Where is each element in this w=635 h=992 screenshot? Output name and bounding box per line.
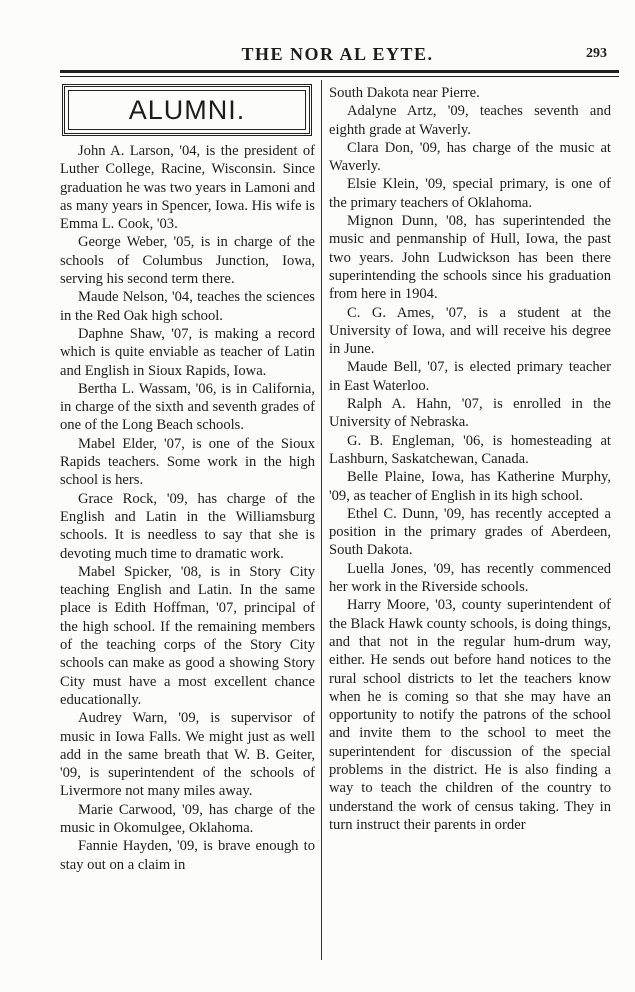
alumni-note: Fannie Hayden, '09, is brave enough to stay out on a claim in bbox=[60, 838, 315, 873]
header-rule-thin bbox=[60, 76, 619, 77]
section-heading: ALUMNI. bbox=[68, 90, 306, 130]
alumni-note: Bertha L. Wassam, '06, is in California, in charge of the sixth and seventh grades of one of the Long Beach schools. bbox=[60, 380, 315, 434]
alumni-note: Belle Plaine, Iowa, has Katherine Murphy, '09, as teacher of English in its high school. bbox=[329, 469, 611, 504]
alumni-note: Ethel C. Dunn, '09, has recently accepted a position in the primary grades of Aberdeen, South Dakota. bbox=[329, 505, 611, 559]
alumni-note: Audrey Warn, '09, is supervisor of music in Iowa Falls. We might just as well add in the same breath that W. B. Geiter, '09, is superintendent of the schools of Livermore not many miles away. bbox=[60, 710, 315, 800]
page-header bbox=[60, 40, 615, 74]
alumni-note: Mabel Spicker, '08, is in Story City teaching English and Latin. In the same place is Edith Hoffman, '07, principal of the high school. If the remaining members of the teaching corps of the Story City schools can make as good a showing Story City must have a most excellent chance educationally. bbox=[60, 563, 315, 708]
alumni-note: Grace Rock, '09, has charge of the English and Latin in the Williamsburg schools. It is needless to say that she is devoting much time to dramatic work. bbox=[60, 490, 315, 562]
alumni-note: George Weber, '05, is in charge of the schools of Columbus Junction, Iowa, serving his second term there. bbox=[60, 234, 315, 288]
journal-title: THE NOR AL EYTE. bbox=[241, 44, 434, 64]
alumni-note: Marie Carwood, '09, has charge of the music in Okomulgee, Oklahoma. bbox=[60, 801, 315, 836]
alumni-note: Ralph A. Hahn, '07, is enrolled in the University of Nebraska. bbox=[329, 396, 611, 431]
alumni-note: Elsie Klein, '09, special primary, is one of the primary teachers of Oklahoma. bbox=[329, 176, 611, 211]
section-heading-box bbox=[62, 84, 312, 136]
alumni-note: Harry Moore, '03, county superintendent of the Black Hawk county schools, is doing things, and that not in the regular hum-drum way, either. He sends out before hand notices to the rural school districts to let the teachers know when he is coming so that she may have an opportunity to notify the patrons of the school and invite them to the school to meet the superintendent for discussion of the special problems in the district. He is also finding a way to teach the children of the country to understand the work of census taking. They in turn instruct their parents in order bbox=[329, 597, 611, 833]
alumni-note: Adalyne Artz, '09, teaches seventh and eighth grade at Waverly. bbox=[329, 103, 611, 138]
alumni-note-continuation: South Dakota near Pierre. bbox=[329, 85, 480, 101]
alumni-note: Maude Nelson, '04, teaches the sciences in the Red Oak high school. bbox=[60, 289, 315, 324]
left-column bbox=[60, 84, 315, 874]
alumni-note: Mignon Dunn, '08, has superintended the music and penmanship of Hull, Iowa, the past two years. John Ludwickson has been there superintending the schools since his graduation from here in 1904. bbox=[329, 213, 611, 303]
alumni-note: G. B. Engleman, '06, is homesteading at Lashburn, Saskatchewan, Canada. bbox=[329, 432, 611, 467]
alumni-note: Clara Don, '09, has charge of the music at Waverly. bbox=[329, 139, 611, 175]
alumni-note: C. G. Ames, '07, is a student at the University of Iowa, and will receive his degree in June. bbox=[329, 304, 611, 358]
alumni-note: Mabel Elder, '07, is one of the Sioux Rapids teachers. Some work in the high school is hers. bbox=[60, 435, 315, 489]
header-rule-thick bbox=[60, 70, 619, 73]
column-divider bbox=[321, 80, 322, 960]
alumni-note: Maude Bell, '07, is elected primary teacher in East Waterloo. bbox=[329, 359, 611, 394]
alumni-note: Daphne Shaw, '07, is making a record which is quite enviable as teacher of Latin and English in Sioux Rapids, Iowa. bbox=[60, 325, 315, 379]
alumni-note: John A. Larson, '04, is the president of Luther College, Racine, Wisconsin. Since graduation he was two years in Lamoni and as many years in Spencer, Iowa. His wife is Emma L. Cook, '03. bbox=[60, 143, 315, 233]
page-number: 293 bbox=[586, 46, 607, 61]
right-column bbox=[329, 84, 611, 834]
alumni-note: Luella Jones, '09, has recently commenced her work in the Riverside schools. bbox=[329, 560, 611, 596]
